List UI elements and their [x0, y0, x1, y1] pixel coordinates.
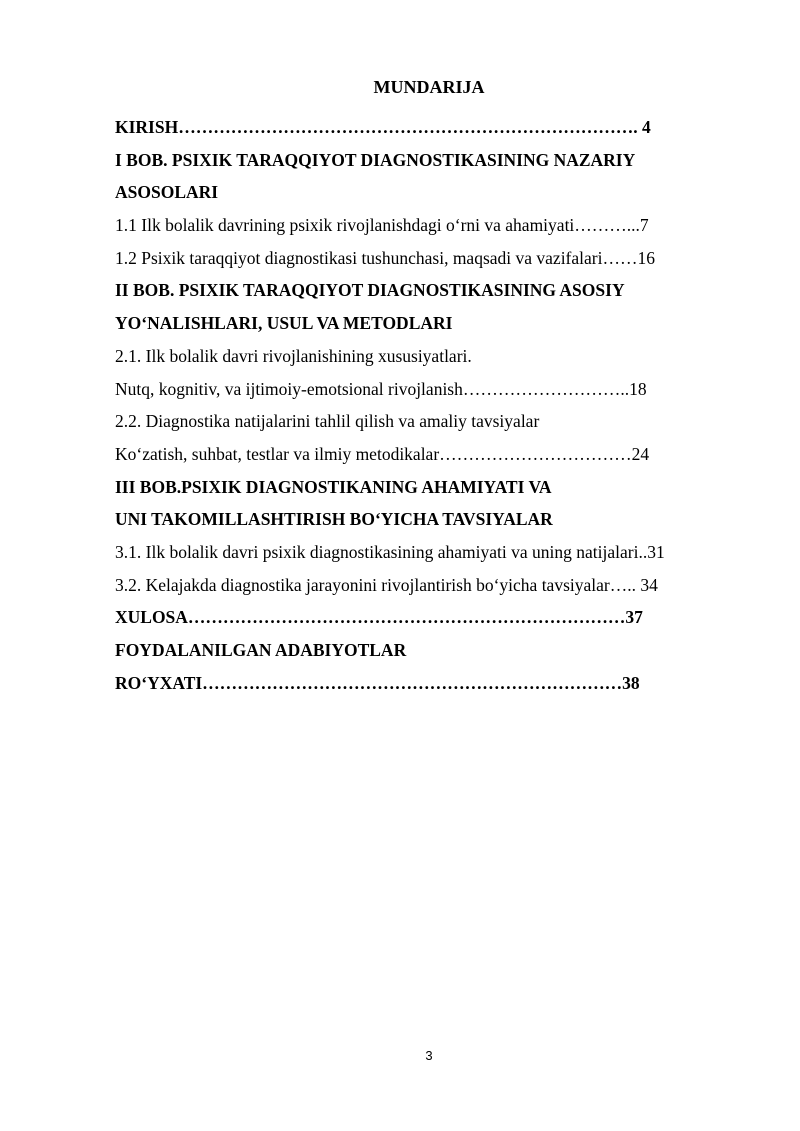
toc-entry-references-cont: RO‘YXATI………………………………………………………………38	[115, 672, 640, 693]
toc-section-3-1: 3.1. Ilk bolalik davri psixik diagnostikasining ahamiyati va uning natijalari..31	[115, 541, 665, 562]
toc-section-2-1-cont: Nutq, kognitiv, va ijtimoiy-emotsional rivojlanish………………………..18	[115, 378, 647, 399]
toc-section-2-2: 2.2. Diagnostika natijalarini tahlil qilish va amaliy tavsiyalar	[115, 411, 540, 432]
toc-chapter-1-heading: I BOB. PSIXIK TARAQQIYOT DIAGNOSTIKASINING NAZARIY	[115, 149, 636, 170]
toc-section-2-2-cont: Ko‘zatish, suhbat, testlar va ilmiy metodikalar……………………………24	[115, 443, 650, 464]
table-of-contents	[115, 115, 715, 703]
toc-chapter-3-heading-cont: UNI TAKOMILLASHTIRISH BO‘YICHA TAVSIYALAR	[115, 509, 553, 530]
toc-section-3-2: 3.2. Kelajakda diagnostika jarayonini rivojlantirish bo‘yicha tavsiyalar….. 34	[115, 574, 658, 595]
toc-entry-xulosa: XULOSA…………………………………………………………………37	[115, 607, 643, 628]
toc-entry-kirish: KIRISH……………………………………………………………………. 4	[115, 117, 651, 137]
toc-chapter-2-heading-cont: YO‘NALISHLARI, USUL VA METODLARI	[115, 313, 453, 334]
toc-chapter-1-heading-cont: ASOSOLARI	[115, 182, 219, 203]
toc-chapter-3-heading: III BOB.PSIXIK DIAGNOSTIKANING AHAMIYATI VA	[115, 476, 552, 497]
toc-section-2-1: 2.1. Ilk bolalik davri rivojlanishining xususiyatlari.	[115, 345, 472, 366]
toc-section-1-2: 1.2 Psixik taraqqiyot diagnostikasi tushunchasi, maqsadi va vazifalari……16	[115, 247, 655, 268]
toc-section-1-1: 1.1 Ilk bolalik davrining psixik rivojlanishdagi o‘rni va ahamiyati………...7	[115, 215, 649, 236]
toc-chapter-2-heading: II BOB. PSIXIK TARAQQIYOT DIAGNOSTIKASINING ASOSIY	[115, 280, 625, 301]
toc-entry-references: FOYDALANILGAN ADABIYOTLAR	[115, 640, 407, 660]
page-title: MUNDARIJA	[373, 77, 485, 97]
page-number: 3	[425, 1048, 433, 1063]
